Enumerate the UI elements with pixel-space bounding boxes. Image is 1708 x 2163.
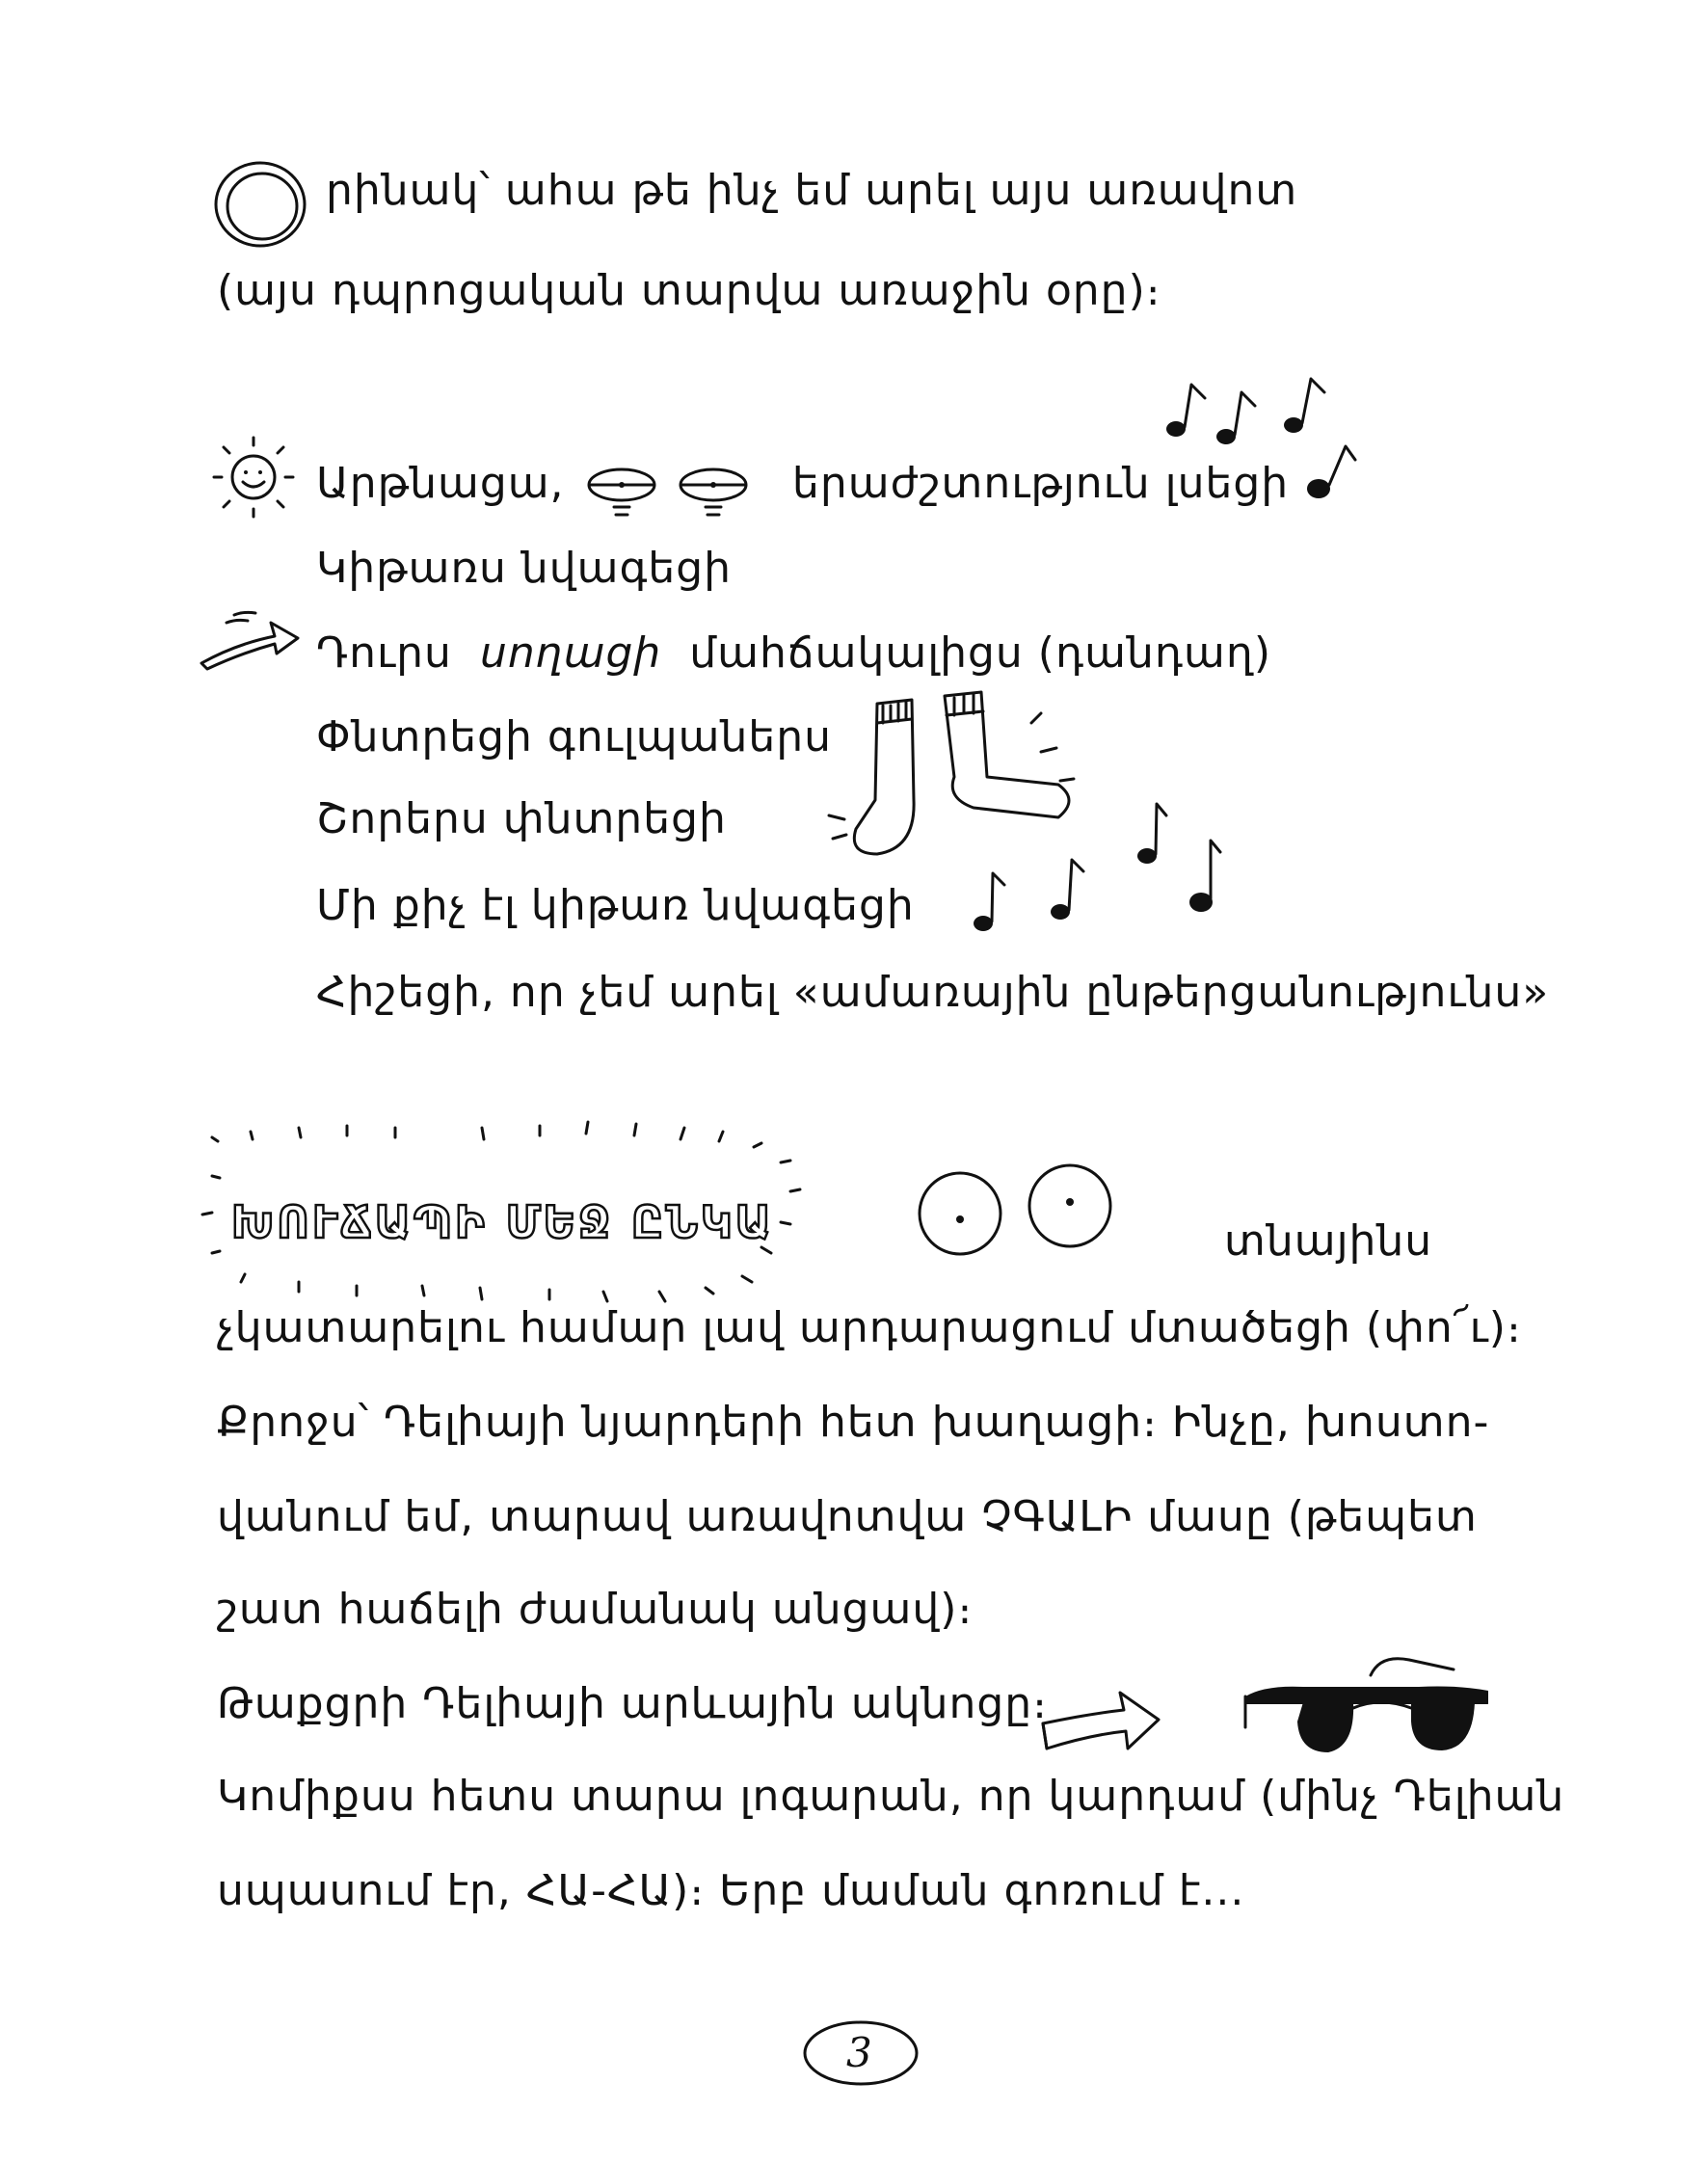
- paragraph-line-1: չկատարելու համար լավ արդարացում մտածեցի (փո՜ւ)։: [217, 1303, 1522, 1352]
- sun-icon: [210, 434, 297, 521]
- activity-crawl-out: [316, 625, 1271, 682]
- intro-line-2: (այս դպրոցական տարվա առաջին օրը)։: [217, 266, 1161, 315]
- intro-line-1: րինակ՝ ահա թե ինչ եմ արել այս առավոտ: [326, 166, 1298, 215]
- paragraph-line-7: սպասում էր, ՀԱ-ՀԱ)։ Երբ մաման գոռում է...: [217, 1866, 1245, 1915]
- drop-cap-circle: [212, 156, 318, 262]
- activity-guitar: Կիթառս նվագեցի: [316, 544, 733, 593]
- activity-crawl-suffix: մահճակալիցս (դանդաղ): [689, 628, 1271, 678]
- drop-cap-letter: [229, 164, 238, 222]
- activity-crawl-emphasis: սողացի: [479, 628, 662, 678]
- activity-wake-up: Արթնացա,: [316, 459, 565, 508]
- paragraph-line-5: Թաքցրի Դելիայի արևային ակնոցը։: [217, 1679, 1048, 1728]
- arrow-icon: [198, 605, 304, 673]
- activity-clothes: Շորերս փնտրեցի: [316, 794, 727, 843]
- paragraph-line-4: շատ հաճելի ժամանակ անցավ)։: [217, 1585, 974, 1634]
- activity-guitar-again: Մի քիչ էլ կիթառ նվագեցի: [316, 881, 915, 930]
- activity-socks: Փնտրեցի գուլպաներս: [316, 712, 833, 761]
- sunglasses-icon: [1236, 1650, 1496, 1766]
- paragraph-line-3: վանում եմ, տարավ առավոտվա ՉԳԱԼԻ մասը (թեպետ: [217, 1492, 1478, 1541]
- hole-bubble-graphic: [202, 1118, 867, 1311]
- music-notes-lower-icon: [964, 798, 1234, 943]
- activity-remember: Հիշեցի, որ չեմ արել «ամառային ընթերցանությունս»: [316, 968, 1550, 1017]
- earphones-icon: [583, 461, 757, 528]
- eyes-icon: [914, 1162, 1126, 1258]
- small-arrow-icon: [1031, 1685, 1166, 1762]
- activity-crawl-prefix: Դուրս: [316, 628, 452, 678]
- paragraph-line-6: Կոմիքսս հետս տարա լոգարան, որ կարդամ (մինչ Դելիան: [217, 1772, 1565, 1821]
- page-number: 3: [846, 2029, 873, 2076]
- activity-music: երաժշտություն լսեցի: [792, 459, 1290, 508]
- music-notes-icon: [1157, 371, 1369, 525]
- paragraph-line-2: Քրոջս՝ Դելիայի նյարդերի հետ խաղացի։ Ինչը, խոստո-: [217, 1398, 1490, 1447]
- bubble-after: տնայինս: [1224, 1216, 1433, 1266]
- hole-title: ԽՈՒՃԱՊԻ ՄԵՋ ԸՆԿԱ: [231, 1196, 775, 1248]
